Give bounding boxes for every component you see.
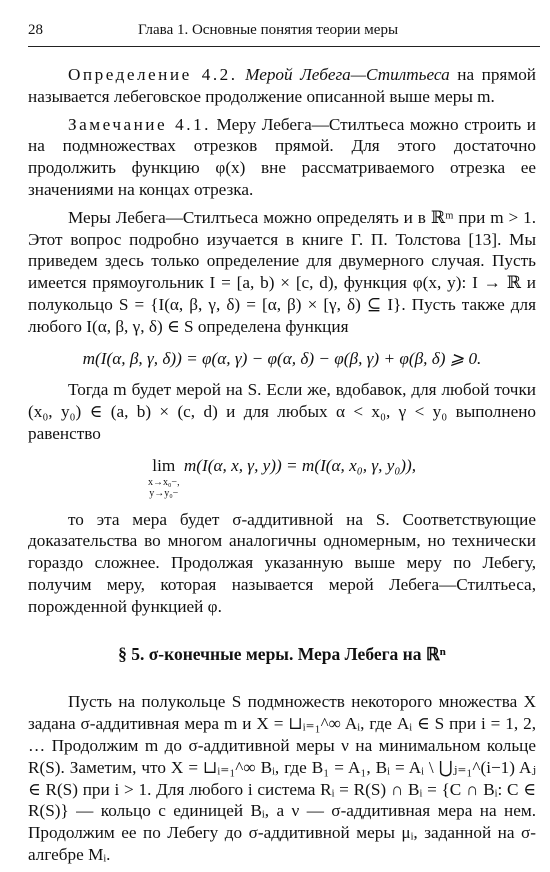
body-paragraph: Пусть на полукольце S подмножеств некоторого множества X задана σ-аддитивная мера m и X = ⊔ᵢ₌₁^∞ Aᵢ, где Aᵢ ∈ S при i = 1, 2, … Продолжим m до σ-аддитивной меры ν на минимальном кольце R(S). Заметим, что X = ⊔ᵢ₌₁^∞ Bᵢ, где B₁ = A₁, Bᵢ = Aᵢ \ ⋃ⱼ₌₁^(i−1) Aⱼ ∈ R(S) при i > 1. Для любого i система Rᵢ = R(S) ∩ Bᵢ = {C ∩ Bᵢ: C ∈ R(S)} — кольцо с единицей Bᵢ, а ν — σ-аддитивная мера на нем. Продолжим ее по Лебегу до σ-аддитивной меры μᵢ, заданной на σ-алгебре Mᵢ. xyxy=(28,692,536,864)
definition-paragraph xyxy=(28,64,536,108)
book-page xyxy=(28,0,540,864)
limit-operator xyxy=(148,455,180,499)
page-number: 28 xyxy=(28,22,43,38)
remark-paragraph xyxy=(28,114,536,201)
running-title: Глава 1. Основные понятия теории меры xyxy=(138,22,399,38)
body-paragraph: то эта мера будет σ-аддитивной на S. Соответствующие доказательства во многом аналогичны одномерным, но технически гораздо сложнее. Продолжая указанную выше меру по Лебегу, получим меру, которая называется мерой Лебега—Стилтьеса, порожденной функцией φ. xyxy=(28,509,536,616)
limit-sub-x: x→x₀−, xyxy=(147,476,180,488)
page-body xyxy=(28,64,536,872)
formula-limit xyxy=(28,455,536,499)
definition-term: Мерой Лебега—Стилтьеса xyxy=(245,65,450,84)
limit-word: lim xyxy=(152,455,176,475)
section-heading: § 5. σ-конечные меры. Мера Лебега на ℝⁿ xyxy=(118,643,446,664)
body-paragraph: Тогда m будет мерой на S. Если же, вдобавок, для любой точки (x₀, y₀) ∈ (a, b) × (c, d) и для любых α < x₀, γ < y₀ выполнено равенство xyxy=(28,380,536,443)
limit-body: m(I(α, x, γ, y)) = m(I(α, x₀, γ, y₀)), xyxy=(183,455,417,475)
page-header xyxy=(28,22,540,44)
limit-sub-y: y→y₀− xyxy=(149,487,179,499)
remark-body: Меру Лебега—Стилтьеса можно строить и на подмножествах отрезков прямой. Для этого достаточно продолжить функцию φ(x) вне рассматриваемого отрезка ее значениями на концах отрезка. xyxy=(28,114,536,199)
header-rule xyxy=(28,46,540,47)
definition-body: на прямой называется лебеговское продолжение описанной выше меры m. xyxy=(28,65,536,106)
definition-label: Определение 4.2. xyxy=(68,65,238,84)
formula-measure: m(I(α, β, γ, δ)) = φ(α, γ) − φ(α, δ) − φ(β, γ) + φ(β, δ) ⩾ 0. xyxy=(82,348,482,368)
body-paragraph: Меры Лебега—Стилтьеса можно определять и в ℝᵐ при m > 1. Этот вопрос подробно изучается в книге Г. П. Толстова [13]. Мы приведем здесь только определение для двумерного случая. Пусть имеется прямоугольник I = [a, b) × [c, d), функция φ(x, y): I → ℝ и полукольцо S = {I(α, β, γ, δ) = [α, β) × [γ, δ) ⊆ I}. Пусть также для любого I(α, β, γ, δ) ∈ S определена функция xyxy=(28,207,536,336)
remark-label: Замечание 4.1. xyxy=(68,114,211,134)
